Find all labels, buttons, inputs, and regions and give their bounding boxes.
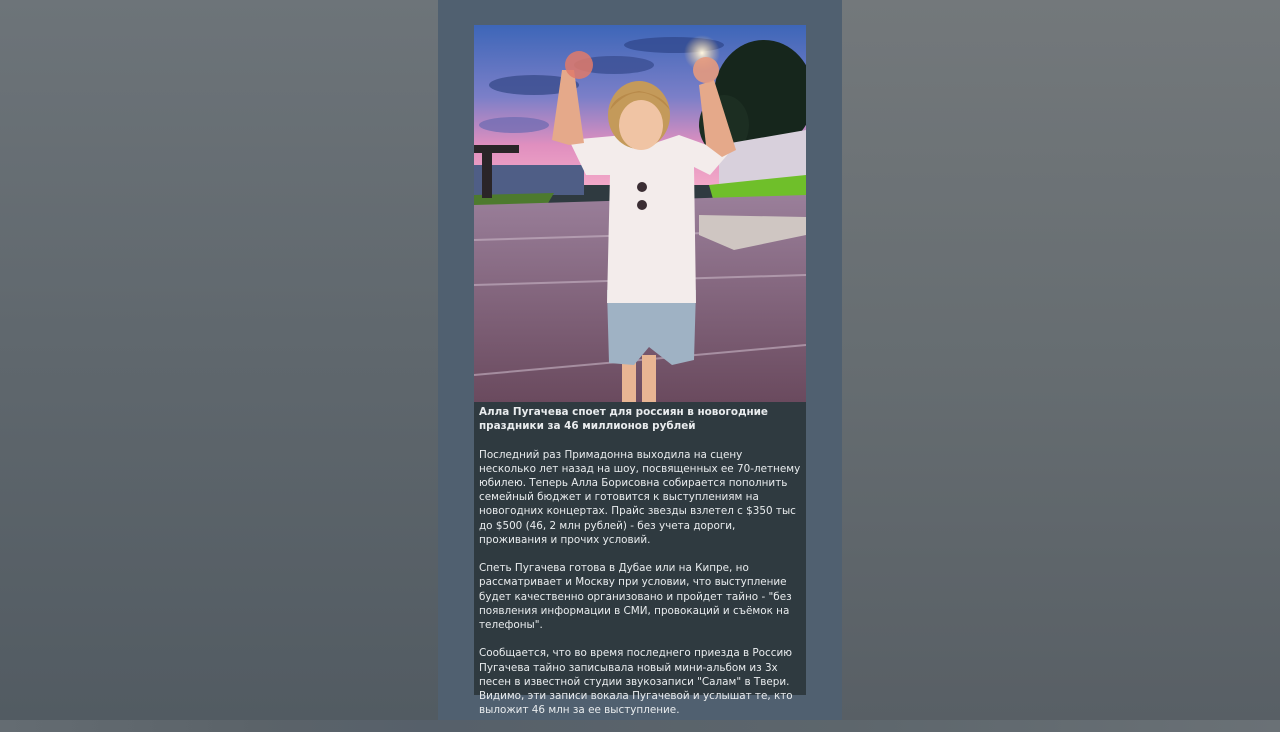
- news-post: [474, 25, 806, 717]
- post-photo[interactable]: [474, 25, 806, 402]
- post-paragraph-3: Сообщается, что во время последнего приезда в Россию Пугачева тайно записывала новый мини-альбом из 3х песен в известной студии звукозаписи "Салам" в Твери. Видимо, эти записи вокала Пугачевой и услышат те, кто выложит 46 млн за ее выступление.: [479, 647, 793, 717]
- post-paragraph-1: Последний раз Примадонна выходила на сцену несколько лет назад на шоу, посвященных ее 70-летнему юбилею. Теперь Алла Борисовна собирается пополнить семейный бюджет и готовится к выступлениям на новогодних концертах. Прайс звезды взлетел с $350 тыс до $500 (46, 2 млн рублей) - без учета дороги, проживания и прочих условий.: [479, 448, 801, 546]
- post-text: [479, 405, 801, 732]
- blurred-background-left: [0, 0, 438, 720]
- post-paragraph-2: Спеть Пугачева готова в Дубае или на Кипре, но рассматривает и Москву при условии, что выступление будет качественно организовано и пройдет тайно - "без появления информации в СМИ, провокаций и съёмок на телефоны".: [479, 562, 792, 632]
- photo-illustration: [474, 25, 806, 402]
- blurred-background-right: [842, 0, 1280, 720]
- post-headline: Алла Пугачева споет для россиян в новогодние праздники за 46 миллионов рублей: [479, 406, 768, 433]
